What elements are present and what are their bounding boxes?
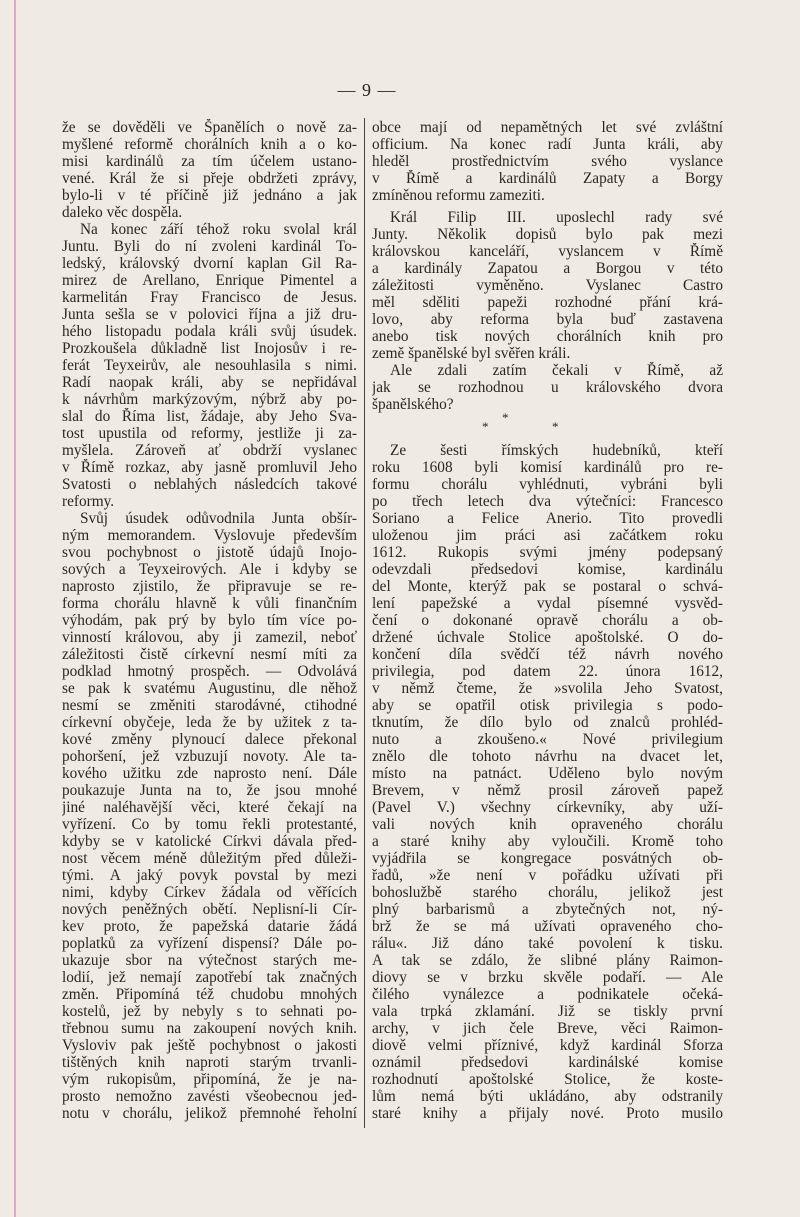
text-line: řadů, »že není v pořádku užívati při	[372, 867, 723, 884]
text-line: třebnou sumu na zakoupení nových knih.	[62, 1020, 357, 1037]
text-line: anebo tisk nových chorálních knih pro	[372, 328, 723, 345]
text-line: svou pochybnost o jistotě údajů Inojo-	[62, 544, 357, 561]
text-line: aby se opatřil otisk privilegia s podo-	[372, 697, 723, 714]
text-line: tištěných knih naproti starým trvanli-	[62, 1054, 357, 1071]
text-line: prosto nemožno zavésti všeobecnou jed-	[62, 1088, 357, 1105]
text-line: privilegia, pod datem 22. února 1612,	[372, 663, 723, 680]
text-line: Soriano a Felice Anerio. Tito provedli	[372, 510, 723, 527]
text-line: a kardinály Zapatou a Borgou v této	[372, 260, 723, 277]
text-line: se pak k svatému Augustinu, dle něhož	[62, 680, 357, 697]
column-divider	[364, 118, 365, 1128]
asterisk: *	[482, 419, 489, 434]
text-line: vené. Král že si přeje obdržeti zprávy,	[62, 170, 357, 187]
text-line: nesmí se změniti starodávné, ctihodné	[62, 697, 357, 714]
text-line: Radí naopak králi, aby se nepřidával	[62, 374, 357, 391]
text-line: držené úchvale Stolice apoštolské. O do-	[372, 629, 723, 646]
text-line: vala trpká zklamání. Již se tiskly první	[372, 1003, 723, 1020]
text-line: kostelů, jež by nebyly s to sehnati po-	[62, 1003, 357, 1020]
text-line: vým rukopisům, připomíná, že je na-	[62, 1071, 357, 1088]
text-line: forma chorálu hlavně k vůli finančním	[62, 595, 357, 612]
text-line: slal do Říma list, žádaje, aby Jeho Sva-	[62, 408, 357, 425]
text-line: jak se rozhodnou u královského dvora	[372, 379, 723, 396]
text-line: nuto a zkoušeno.« Nové privilegium	[372, 731, 723, 748]
text-line: španělského?	[372, 396, 454, 413]
text-line: kového užitku zde naprosto není. Dále	[62, 765, 357, 782]
text-line: plný barbarismů a zbytečných not, ný-	[372, 901, 723, 918]
text-line: Král Filip III. uposlechl rady své	[390, 209, 723, 226]
right-column-paragraph-2	[372, 209, 723, 362]
text-line: lům nemá býti ukládáno, aby odstranily	[372, 1088, 723, 1105]
page-edge-line	[14, 0, 16, 1217]
text-line: záležitosti vyměněno. Vyslanec Castro	[372, 277, 723, 294]
text-line: lení papežské a vydal písemné vysvěd-	[372, 595, 723, 612]
text-line: Vysloviv pak ještě pochybnost o jakosti	[62, 1037, 357, 1054]
text-line: tost upustila od reformy, jestliže ji za-	[62, 425, 357, 442]
text-line: officium. Na konec radí Junta králi, aby	[372, 136, 723, 153]
text-line: (Pavel V.) všechny církevníky, aby uží-	[372, 799, 723, 816]
text-line: odevzdali předsedovi komise, kardinálu	[372, 561, 723, 578]
text-line: roku 1608 byli komisí kardinálů pro re-	[372, 459, 723, 476]
text-line: naprosto zjistilo, že připravuje se re-	[62, 578, 357, 595]
text-line: v Římě rozkaz, aby jasně promluvil Jeho	[62, 459, 357, 476]
text-line: v němž čteme, že »svolila Jeho Svatost,	[372, 680, 723, 697]
right-column-paragraph-4	[372, 442, 723, 1122]
text-line: čení o dokonané opravě chorálu a ob-	[372, 612, 723, 629]
text-line: změn. Připomíná též chudobu mnohých	[62, 986, 357, 1003]
text-line: formu chorálu vyhlédnuti, vybráni byli	[372, 476, 723, 493]
text-line: del Monte, kterýž pak se postaral o schvá-	[372, 578, 723, 595]
text-line: poplatků za vyřízení dispensí? Dále po-	[62, 935, 357, 952]
right-column-paragraph-3	[372, 362, 723, 413]
text-line: kové změny plynoucí dalece překonal	[62, 731, 357, 748]
text-line: 1612. Rukopis svými jmény podepsaný	[372, 544, 723, 561]
text-line: záležitosti čistě církevní nesmí míti za	[62, 646, 357, 663]
text-line: nimi, kdyby Církev žádala od věřících	[62, 884, 357, 901]
text-line: diově velmi příznivé, když kardinál Sforza	[372, 1037, 723, 1054]
text-line: jiné naléhavější věci, které čekají na	[62, 799, 357, 816]
text-line: myšlené reformě chorálních knih a o ko-	[62, 136, 357, 153]
text-line: po třech letech dva výtečníci: Francesco	[372, 493, 723, 510]
text-line: staré knihy a přijaly nové. Proto musilo	[372, 1105, 723, 1122]
text-line: Junta sešla se v polovici října a již dru-	[62, 306, 357, 323]
asterisk: *	[502, 410, 509, 425]
text-line: oznámil předsedovi kardinálské komise	[372, 1054, 723, 1071]
text-line: Juntu. Byli do ní zvoleni kardinál To-	[62, 238, 357, 255]
text-line: výhodám, pak prý by bylo tím více po-	[62, 612, 357, 629]
text-line: Prozkoušela důkladně list Inojosův i re-	[62, 340, 357, 357]
text-line: notu v chorálu, jelikož přemnohé řeholní	[62, 1105, 357, 1122]
text-line: pohoršení, jež vzbuzují novoty. Ale ta-	[62, 748, 357, 765]
section-break-asterisks	[470, 410, 580, 434]
text-line: tými. A jaký povyk povstal by mezi	[62, 867, 357, 884]
text-line: rozhodnutí apoštolské Stolice, že koste-	[372, 1071, 723, 1088]
text-line: poukazuje Junta na to, že jsou mnohé	[62, 782, 357, 799]
text-line: uloženou jim práci asi začátkem roku	[372, 527, 723, 544]
text-line: končení díla svědčí též návrh nového	[372, 646, 723, 663]
text-line: vyřízení. Co by tomu řekli protestanté,	[62, 816, 357, 833]
text-line: hleděl prostřednictvím svého vyslance	[372, 153, 723, 170]
text-line: lodií, jež nemají zapotřebí tak značných	[62, 969, 357, 986]
text-line: vali nových knih opraveného chorálu	[372, 816, 723, 833]
text-line: ledský, královský dvorní kaplan Gil Ra-	[62, 255, 357, 272]
text-line: A tak se zdálo, že slibné plány Raimon-	[372, 952, 723, 969]
text-line: misi kardinálů za tím účelem ustano-	[62, 153, 357, 170]
asterisk: *	[552, 419, 559, 434]
text-line: Svatosti o neblahých následcích takové	[62, 476, 357, 493]
text-line: Brevem, v němž prosil zároveň papež	[372, 782, 723, 799]
text-line: k návrhům markýzovým, nýbrž aby po-	[62, 391, 357, 408]
text-line: měl sděliti papeži rozhodné přání krá-	[372, 294, 723, 311]
text-line: sových a Teyxeirových. Ale i kdyby se	[62, 561, 357, 578]
text-line: zmíněnou reformu zameziti.	[372, 187, 545, 204]
text-line: v Římě a kardinálů Zapaty a Borgy	[372, 170, 723, 187]
text-line: rálu«. Již dáno také povolení k tisku.	[372, 935, 723, 952]
text-line: myšlela. Zároveň ať obdrží vyslanec	[62, 442, 357, 459]
text-line: kev proto, že papežská datarie žádá	[62, 918, 357, 935]
left-column	[62, 119, 357, 1122]
text-line: podklad hmotný prospěch. — Odvolává	[62, 663, 357, 680]
text-line: a staré knihy aby vyloučili. Kromě toho	[372, 833, 723, 850]
text-line: ukazuje sbor na výtečnost starých me-	[62, 952, 357, 969]
text-line: místo na patnáct. Uděleno bylo novým	[372, 765, 723, 782]
text-line: čilého vynálezce a podnikatele očeká-	[372, 986, 723, 1003]
text-line: diovy se v brzku skvěle podaří. — Ale	[372, 969, 723, 986]
text-line: mirez de Arellano, Enrique Pimentel a	[62, 272, 357, 289]
text-line: ferát Teyxeirův, ale nesouhlasila s nimi.	[62, 357, 357, 374]
text-line: kdyby se v katolické Církvi dávala před-	[62, 833, 357, 850]
text-line: brž že se má užívati opraveného cho-	[372, 918, 723, 935]
right-column-paragraph-1	[372, 119, 723, 204]
text-line: královskou kanceláří, vyslancem v Římě	[372, 243, 723, 260]
text-line: znělo dle tohoto návrhu na dvacet let,	[372, 748, 723, 765]
text-line: Ze šesti římských hudebníků, kteří	[390, 442, 723, 459]
text-line: tknutím, že dílo bylo od znalců prohléd-	[372, 714, 723, 731]
text-line: země španělské byl svěřen králi.	[372, 345, 571, 362]
text-line: Junty. Několik dopisů bylo pak mezi	[372, 226, 723, 243]
text-line: Svůj úsudek odůvodnila Junta obšír-	[80, 510, 357, 527]
text-line: daleko věc dospěla.	[62, 204, 183, 221]
text-line: nost věcem méně důležitým před důleži-	[62, 850, 357, 867]
text-line: bylo-li v té příčině již jednáno a jak	[62, 187, 357, 204]
text-line: Ale zdali zatím čekali v Římě, až	[390, 362, 723, 379]
page-number: — 9 —	[337, 80, 397, 100]
text-line: Na konec září téhož roku svolal král	[80, 221, 357, 238]
text-line: že se dověděli ve Španělích o nově za-	[62, 119, 357, 136]
text-line: vinností královou, aby ji zamezil, neboť	[62, 629, 357, 646]
text-line: církevní obyčeje, leda že by užitek z ta-	[62, 714, 357, 731]
text-line: karmelitán Fray Francisco de Jesus.	[62, 289, 357, 306]
text-line: bohoslužbě starého chorálu, jelikož jest	[372, 884, 723, 901]
text-line: ným memorandem. Vyslovuje především	[62, 527, 357, 544]
text-line: hého listopadu podala králi svůj úsudek.	[62, 323, 357, 340]
text-line: vyjádřila se kongregace posvátných ob-	[372, 850, 723, 867]
text-line: obce mají od nepamětných let své zvláštní	[372, 119, 723, 136]
text-line: archy, v jich čele Breve, věci Raimon-	[372, 1020, 723, 1037]
text-line: nových peněžných obětí. Neplisní-li Cír-	[62, 901, 357, 918]
text-line: lovo, aby reforma byla buď zastavena	[372, 311, 723, 328]
text-line: reformy.	[62, 493, 115, 510]
